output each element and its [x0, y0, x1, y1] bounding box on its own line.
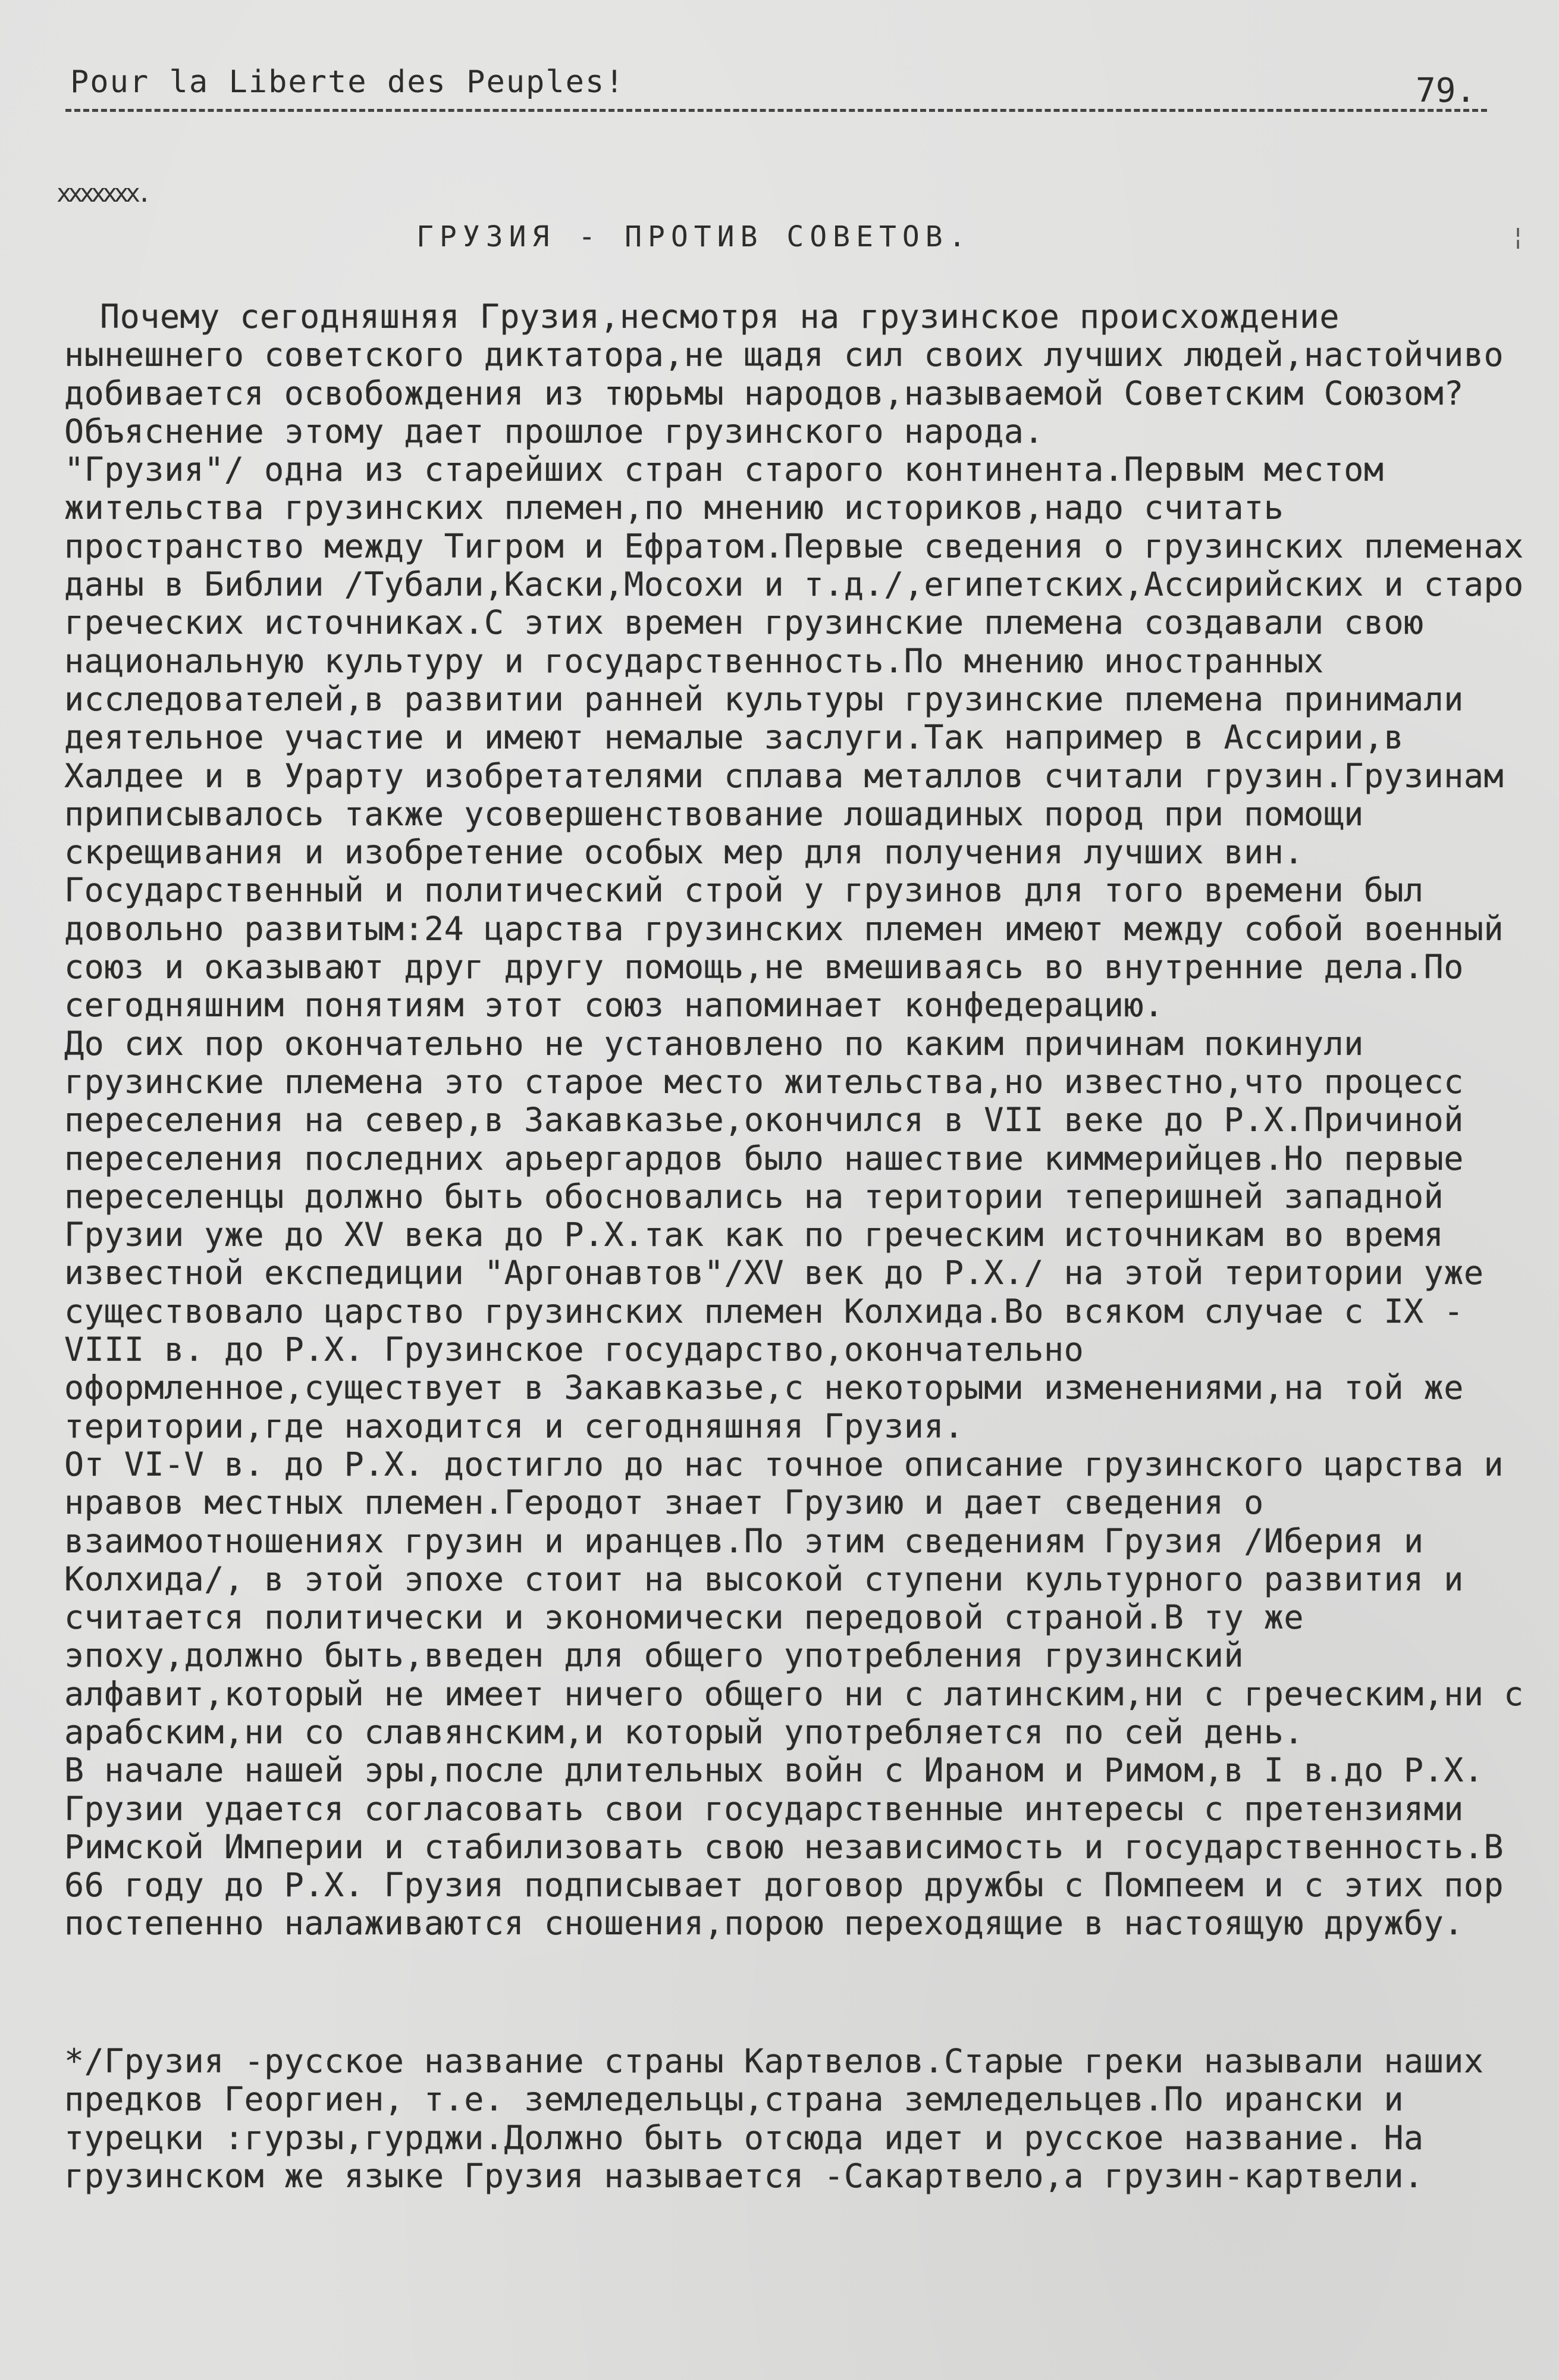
footnote-text: */Грузия -русское название страны Картвелов.Старые греки называли наших предков Георгиен, т.е. земледельцы,страна земледельцев.По ирански и турецки :гурзы,гурджи.Должно быть отсюда идет и русское название. На грузинском же языке Грузия называется -Сакартвело,а грузин-картвели.	[64, 2042, 1504, 2195]
paragraph: До сих пор окончательно не установлено по каким причинам покинули грузинские племена это старое место жительства,но известно,что процесс переселения на север,в Закавказье,окончился в VII веке до Р.Х.Причиной переселения последних арьергардов было нашествие киммерийцев.Но первые переселенцы должно быть обосновались на територии теперишней западной Грузии уже до XV века до Р.Х.так как по греческим источникам во время известной експедиции "Аргонавтов"/XV век до Р.Х./ на этой територии уже существовало царство грузинских племен Колхида.Во всяком случае с IX -VIII в. до Р.Х. Грузинское государство,окончательно оформленное,существует в Закавказье,с некоторыми изменениями,на той же територии,где находится и сегодняшняя Грузия.	[64, 1024, 1504, 1445]
paragraph: Почему сегодняшняя Грузия,несмотря на грузинское происхождение нынешнего советского диктатора,не щадя сил своих лучших людей,настойчиво добивается освобождения из тюрьмы народов,называемой Советским Союзом? Объяснение этому дает прошлое грузинского народа.	[64, 298, 1524, 450]
page-number: 79.	[1416, 71, 1476, 110]
paragraph: Государственный и политический строй у грузинов для того времени был довольно развитым:24 царства грузинских племен имеют между собой военный союз и оказывают друг другу помощь,не вмешиваясь во внутренние дела.По сегодняшним понятиям этот союз напоминает конфедерацию.	[64, 871, 1524, 1025]
paragraph: "Грузия"/ одна из старейших стран старого континента.Первым местом жительства грузинских племен,по мнению историков,надо считать пространство между Тигром и Ефратом.Первые сведения о грузинских племенах даны в Библии /Тубали,Каски,Мосохи и т.д./,египетских,Ассирийских и старо греческих источниках.С этих времен грузинские племена создавали свою национальную культуру и государственность.По мнению иностранных исследователей,в развитии ранней культуры грузинские племена принимали деятельное участие и имеют немалые заслуги.Так например в Ассирии,в Халдее и в Урарту изобретателями сплава металлов считали грузин.Грузинам приписывалось также усовершенствование лошадиных пород при помощи скрещивания и изобретение особых мер для получения лучших вин.	[64, 450, 1544, 872]
document-title: ГРУЗИЯ - ПРОТИВ СОВЕТОВ.	[416, 220, 972, 253]
footnote	[64, 2042, 1539, 2195]
margin-mark: ¦	[1511, 223, 1526, 250]
running-title: Pour la Liberte des Peuples!	[70, 64, 625, 100]
struck-out-text: xxxxxxx.	[57, 178, 149, 208]
body-text	[64, 298, 1544, 1943]
header-rule	[65, 109, 1487, 112]
paragraph: В начале нашей эры,после длительных войн с Ираном и Римом,в I в.до Р.Х. Грузии удается согласовать свои государственные интересы с претензиями Римской Империи и стабилизовать свою независимость и государственность.В 66 году до Р.Х. Грузия подписывает договор дружбы с Помпеем и с этих пор постепенно налаживаются сношения,порою переходящие в настоящую дружбу.	[64, 1751, 1524, 1943]
paragraph: От VI-V в. до Р.Х. достигло до нас точное описание грузинского царства и нравов местных племен.Геродот знает Грузию и дает сведения о взаимоотношениях грузин и иранцев.По этим сведениям Грузия /Иберия и Колхида/, в этой эпохе стоит на высокой ступени культурного развития и считается политически и экономически передовой страной.В ту же эпоху,должно быть,введен для общего употребления грузинский алфавит,который не имеет ничего общего ни с латинским,ни с греческим,ни с арабским,ни со славянским,и который употребляется по сей день.	[64, 1445, 1544, 1751]
